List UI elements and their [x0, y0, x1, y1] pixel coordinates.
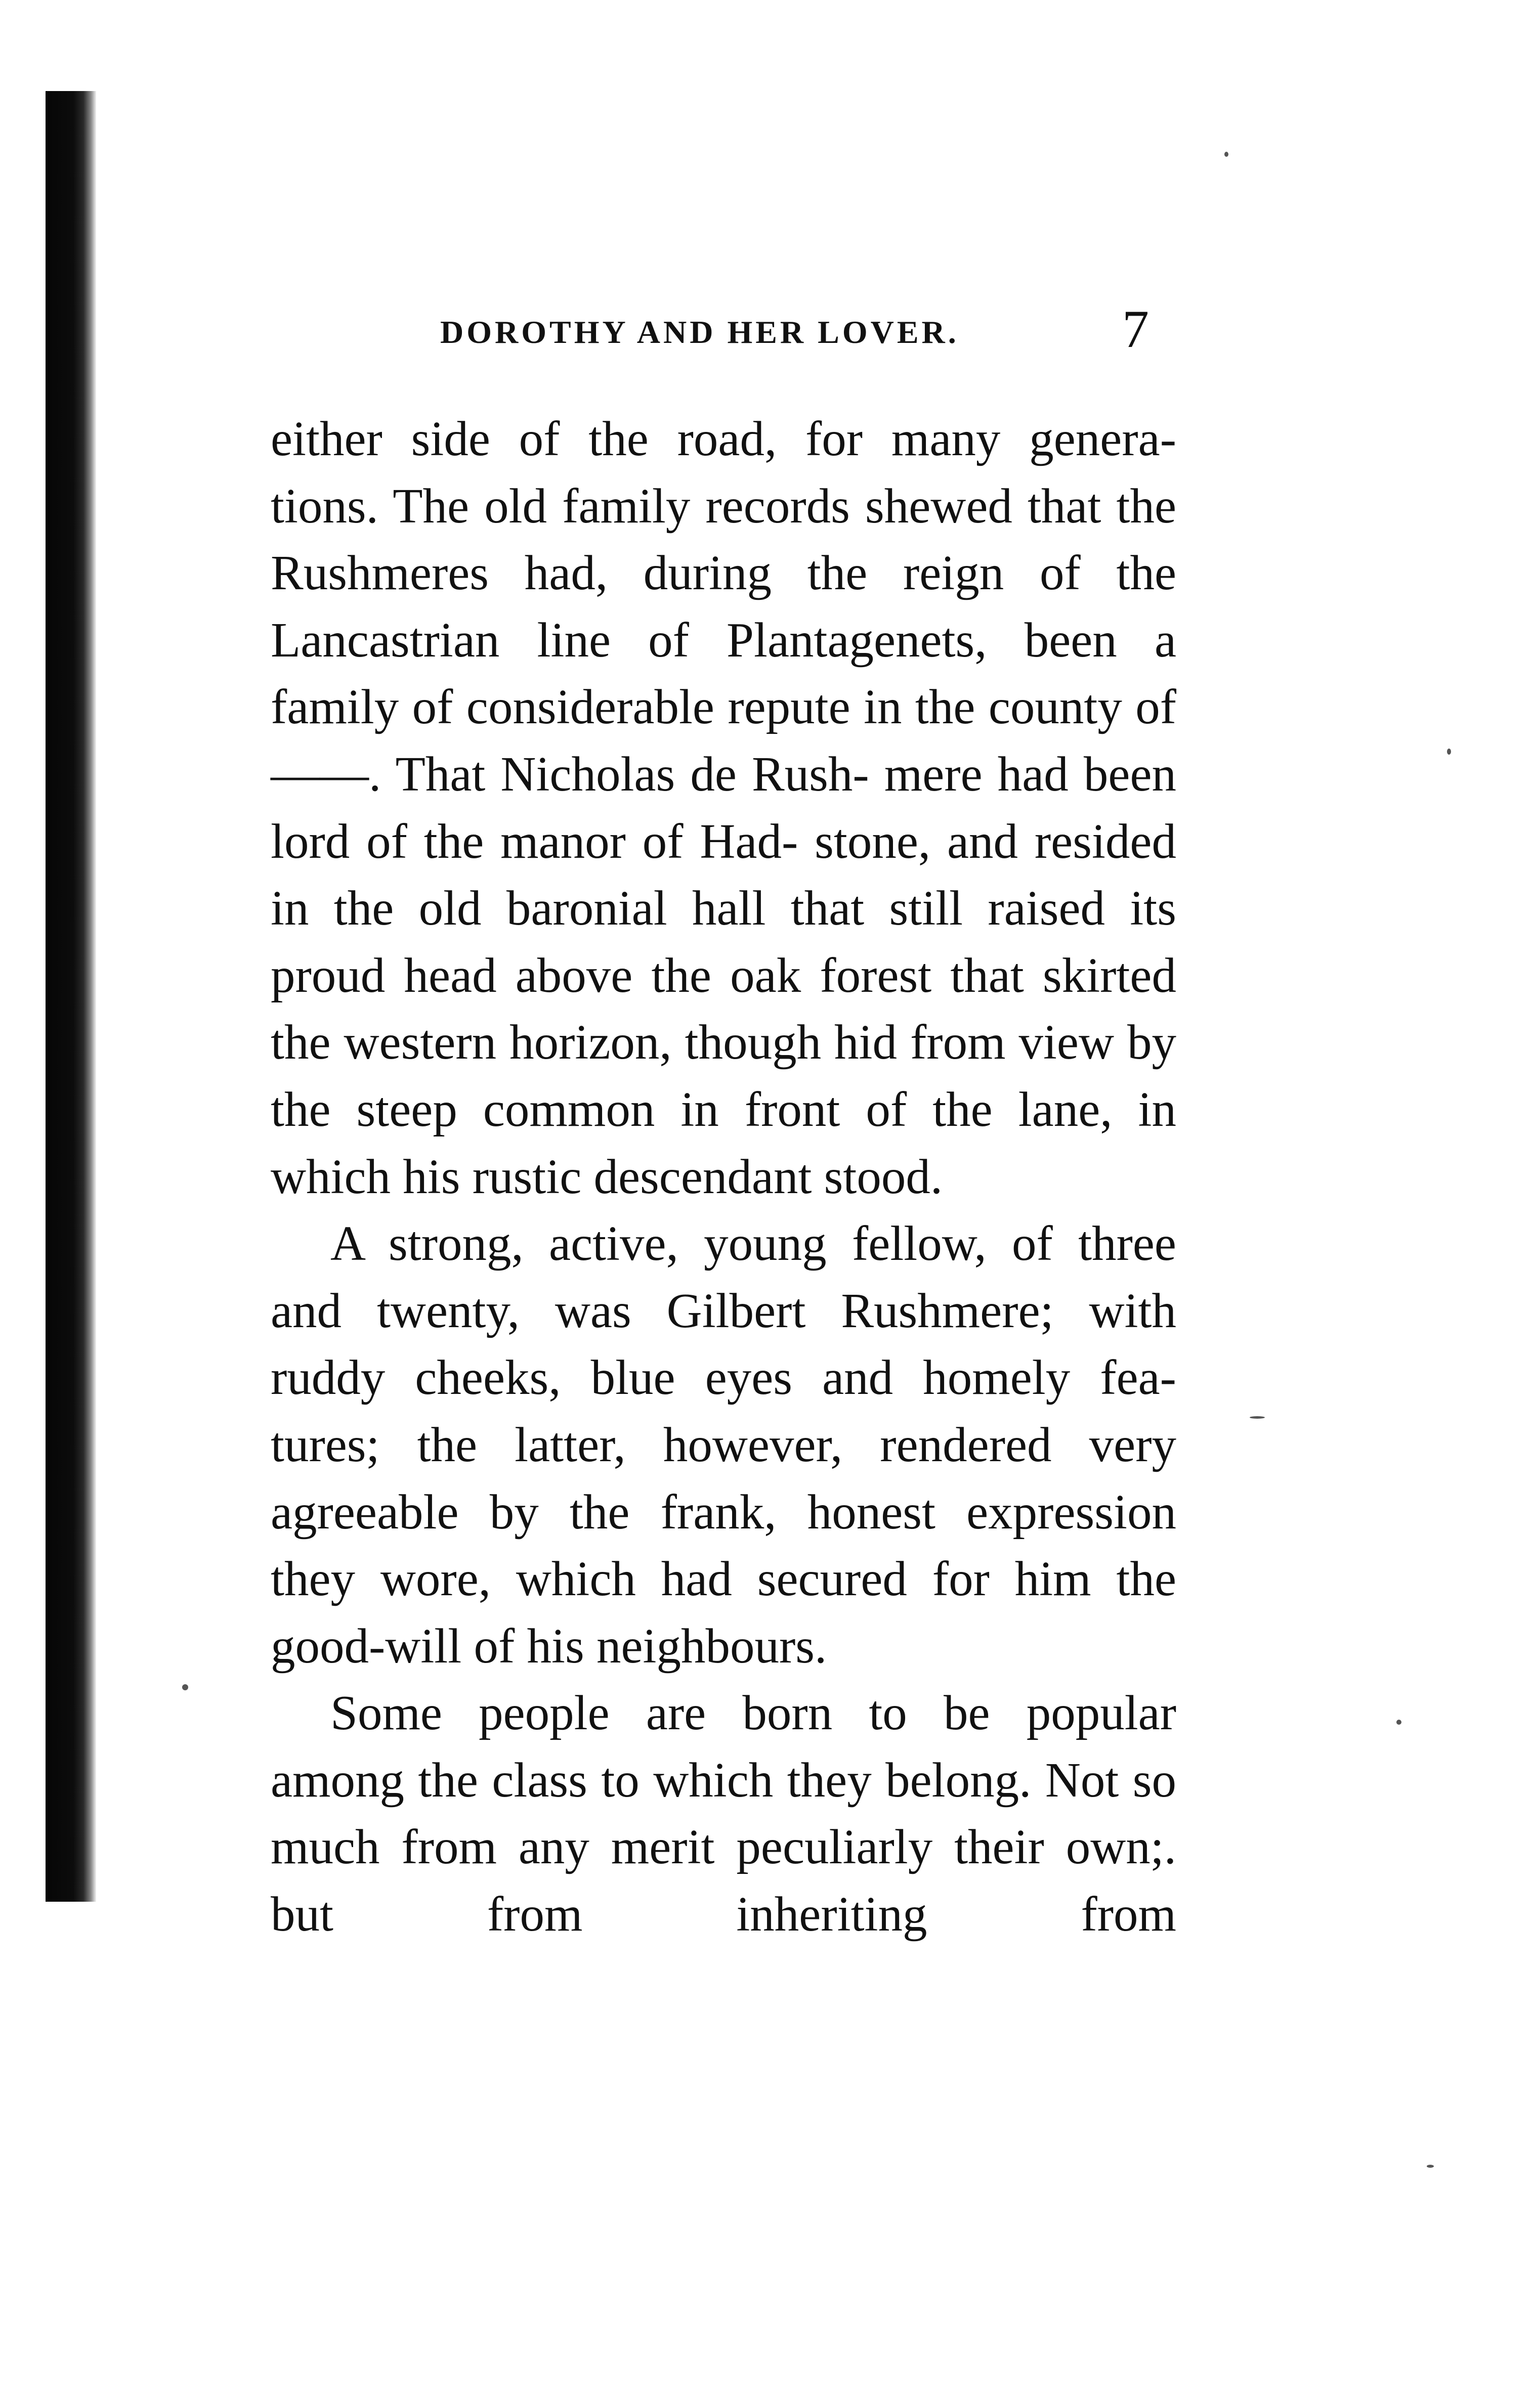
paragraph-2 [271, 1210, 1176, 1680]
text-line: and twenty, was Gilbert Rushmere; with [271, 1283, 1176, 1338]
binding-edge [46, 91, 96, 1902]
text-line: ruddy cheeks, blue eyes and homely fea- [271, 1350, 1176, 1405]
scan-speck [1224, 152, 1228, 157]
text-line: tions. The old family records shewed that [271, 478, 1101, 533]
text-line: among the class to which they belong. [271, 1753, 1032, 1807]
text-line: Not so much from any merit peculiarly [271, 1753, 1177, 1874]
text-line: stone, and resided in the old baronial hall [271, 814, 1176, 936]
text-line: good-will of his neighbours. [271, 1618, 827, 1673]
body-text [271, 406, 1176, 1948]
text-line: that still raised its proud head above the [271, 881, 1176, 1002]
running-head: DOROTHY AND HER LOVER. [440, 314, 959, 350]
text-line: their own;. but from inheriting from [271, 1820, 1177, 1942]
scan-speck [1447, 749, 1451, 755]
scan-speck [1427, 2165, 1434, 2168]
text-line: steep common in front of the lane, in [356, 1082, 1177, 1136]
text-line: Some people are born to be popular [330, 1686, 1176, 1740]
scan-speck [1250, 1416, 1265, 1419]
text-line: agreeable by the frank, honest expression [271, 1484, 1176, 1539]
text-line: tures; the latter, however, rendered very [271, 1417, 1176, 1472]
text-line: county of ——. That Nicholas de Rush- [271, 680, 1177, 801]
text-line: mere had been lord of the manor of Had- [271, 747, 1177, 868]
page-number: 7 [1122, 299, 1149, 359]
text-line: the Lancastrian line of Plantagenets, been [271, 546, 1177, 667]
text-line: either side of the road, for many genera- [271, 412, 1176, 466]
scan-speck [1396, 1720, 1401, 1725]
text-line: A strong, active, young fellow, of three [330, 1216, 1176, 1271]
text-line: horizon, though hid from view by the [271, 1015, 1177, 1136]
paragraph-1 [271, 406, 1176, 1210]
text-line: a family of considerable repute in the [271, 612, 1176, 734]
text-line: the Rushmeres had, during the reign of [271, 478, 1177, 600]
paragraph-3 [271, 1680, 1176, 1948]
scan-speck [182, 1684, 188, 1690]
text-line: which his rustic descendant stood. [271, 1149, 943, 1204]
text-line: oak forest that skirted the western [271, 948, 1176, 1070]
text-line: they wore, which had secured for him the [271, 1552, 1176, 1606]
